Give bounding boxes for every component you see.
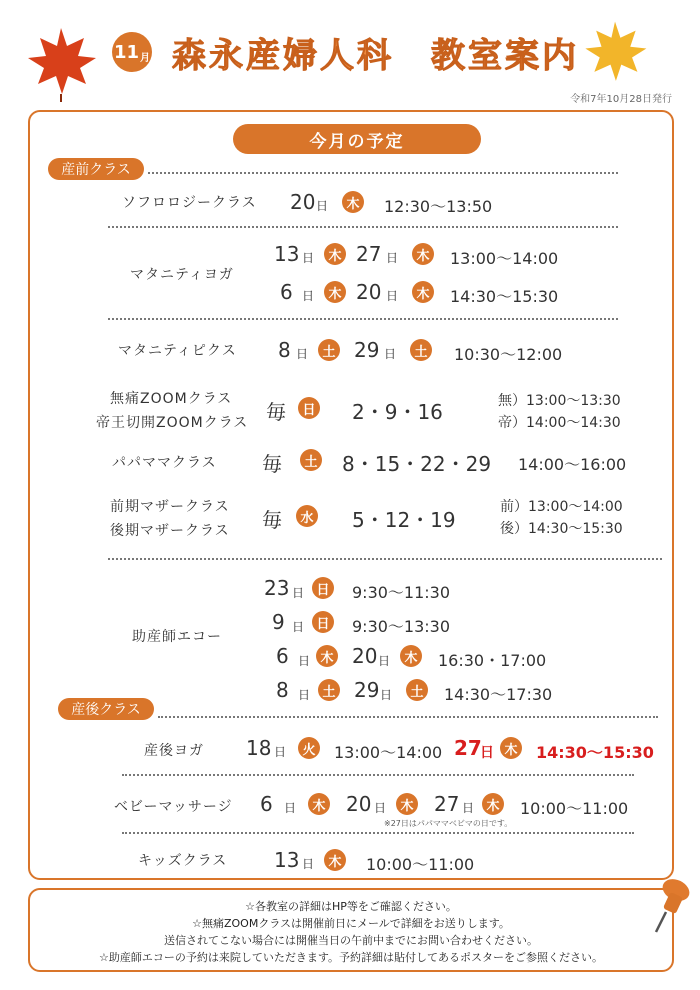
date-unit: 日 [378,654,391,668]
weekday-badge: 木 [316,645,338,667]
date-unit: 日 [374,801,387,815]
date-unit: 日 [384,347,397,361]
date-number: 13 [274,242,300,266]
early-mother-label: 前期マザークラス [110,499,230,515]
divider [158,716,658,718]
date-number: 6 [260,792,273,816]
painless-zoom-label: 無痛ZOOMクラス [110,391,233,407]
time-range: 14:30〜17:30 [444,685,553,704]
sophrology-label: ソフロロジークラス [122,195,257,211]
weekday-badge: 火 [298,737,320,759]
every-mark: 毎 [262,508,282,532]
weekday-badge: 木 [308,793,330,815]
date-number: 27 [434,792,460,816]
date-unit: 日 [292,586,305,600]
date-number: 18 [246,736,272,760]
time-range: 14:30〜15:30 [450,287,559,306]
cesarean-zoom-label: 帝王切開ZOOMクラス [96,415,249,431]
date-unit: 日 [302,251,315,265]
time-range: 9:30〜11:30 [352,583,451,602]
time-range: 無）13:00〜13:30 [498,393,621,409]
date-number: 8 [278,338,291,362]
weekday-badge: 木 [400,645,422,667]
weekday-badge: 木 [342,191,364,213]
month-badge: 11 月 [112,32,152,72]
kids-class-label: キッズクラス [138,853,228,869]
time-range: 10:00〜11:00 [366,855,475,874]
late-mother-label: 後期マザークラス [110,523,230,539]
maple-leaf-red-icon [22,24,100,102]
date-number: 27 [356,242,382,266]
weekday-badge: 木 [412,281,434,303]
date-number: 9 [272,610,285,634]
postnatal-section-label: 産後クラス [58,698,154,720]
note-line-1: ☆各教室の詳細はHP等をご確認ください。 [245,900,457,913]
date-unit: 日 [296,347,309,361]
massage-note: ※27日はパパママベビマの日です。 [384,819,513,828]
weekday-badge: 日 [312,577,334,599]
date-unit: 日 [298,654,311,668]
date-list: 8・15・22・29 [342,452,492,476]
postnatal-yoga-label: 産後ヨガ [144,743,204,759]
date-unit: 日 [302,289,315,303]
date-number: 23 [264,576,290,600]
weekday-badge: 土 [318,339,340,361]
date-unit: 日 [462,801,475,815]
time-range: 10:30〜12:00 [454,345,563,364]
weekday-badge: 木 [324,849,346,871]
time-range: 後）14:30〜15:30 [500,521,623,537]
weekday-badge: 日 [298,397,320,419]
date-unit: 日 [298,688,311,702]
note-line-3: 送信されてこない場合には開催当日の午前中までにお問い合わせください。 [164,934,538,947]
weekday-badge: 水 [296,505,318,527]
divider [122,832,634,834]
every-mark: 毎 [262,452,282,476]
date-unit: 日 [386,289,399,303]
time-range: 前）13:00〜14:00 [500,499,623,515]
time-range: 13:00〜14:00 [450,249,559,268]
time-range: 13:00〜14:00 [334,743,443,762]
this-month-banner: 今月の予定 [233,124,481,154]
page-title: 森永産婦人科 教室案内 [172,36,579,76]
weekday-badge: 土 [410,339,432,361]
maternity-pics-label: マタニティピクス [118,343,237,359]
divider [108,558,662,560]
time-range: 帝）14:00〜14:30 [498,415,621,431]
weekday-badge: 木 [324,243,346,265]
time-range: 12:30〜13:50 [384,197,493,216]
weekday-badge: 木 [500,737,522,759]
time-range: 14:00〜16:00 [518,455,627,474]
weekday-badge: 土 [318,679,340,701]
date-number: 20 [346,792,372,816]
date-unit: 日 [386,251,399,265]
weekday-badge: 日 [312,611,334,633]
midwife-echo-label: 助産師エコー [132,629,222,645]
time-range: 9:30〜13:30 [352,617,451,636]
time-range: 10:00〜11:00 [520,799,629,818]
weekday-badge: 土 [406,679,428,701]
date-unit: 日 [284,801,297,815]
divider [148,172,618,174]
date-unit: 日 [302,857,315,871]
date-number: 6 [276,644,289,668]
time-range: 16:30・17:00 [438,651,547,670]
highlight-date-number: 27 [454,736,482,760]
every-mark: 毎 [266,400,286,424]
note-line-4: ☆助産師エコーの予約は来院していただきます。予約詳細は貼付してあるポスターをご参照ください。 [99,951,603,964]
date-number: 20 [352,644,378,668]
date-unit: 日 [274,745,287,759]
weekday-badge: 木 [396,793,418,815]
date-number: 29 [354,338,380,362]
date-number: 20 [356,280,382,304]
maternity-yoga-label: マタニティヨガ [130,267,234,283]
highlight-date-unit: 日 [480,745,494,761]
papamama-label: パパママクラス [112,455,217,471]
date-number: 6 [280,280,293,304]
maple-leaf-yellow-icon [580,18,650,88]
weekday-badge: 木 [324,281,346,303]
date-unit: 日 [380,688,393,702]
divider [108,226,618,228]
weekday-badge: 木 [412,243,434,265]
note-line-2: ☆無痛ZOOMクラスは開催前日にメールで詳細をお送りします。 [192,917,510,930]
date-number: 29 [354,678,380,702]
date-number: 13 [274,848,300,872]
weekday-badge: 木 [482,793,504,815]
date-number: 20 [290,190,316,214]
date-unit: 日 [292,620,305,634]
date-list: 2・9・16 [352,400,443,424]
issue-date: 令和7年10月28日発行 [570,94,672,105]
prenatal-section-label: 産前クラス [48,158,144,180]
highlight-time-range: 14:30〜15:30 [536,743,654,762]
weekday-badge: 土 [300,449,322,471]
divider [108,318,618,320]
date-unit: 日 [316,199,329,213]
baby-massage-label: ベビーマッサージ [114,799,233,815]
push-pin-icon [650,876,696,936]
date-number: 8 [276,678,289,702]
date-list: 5・12・19 [352,508,456,532]
divider [122,774,634,776]
